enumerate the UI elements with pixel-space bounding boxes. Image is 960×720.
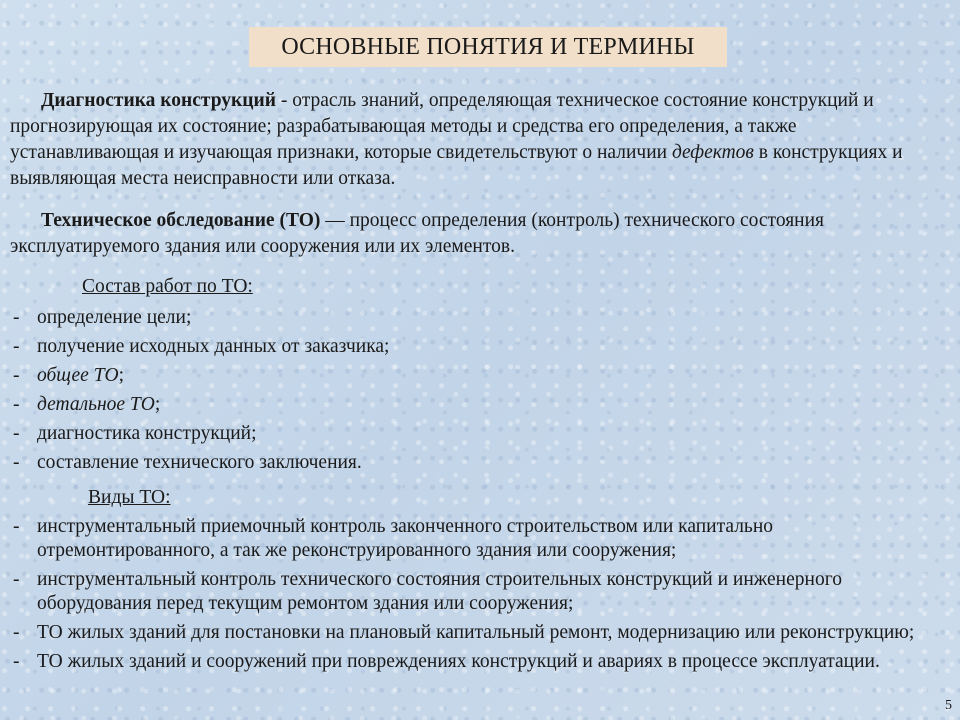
list-dash: - (13, 516, 20, 537)
list-item-text: определение цели; (37, 307, 192, 328)
definition-inspection (10, 208, 945, 260)
term-defects: дефектов (671, 142, 754, 163)
list-item-text: ТО жилых зданий и сооружений при повреждениях конструкций и авариях в процессе эксплуатации. (37, 651, 880, 672)
list-item-suffix: ; (118, 365, 125, 386)
list-item (13, 568, 948, 616)
list-item-suffix: ; (154, 394, 161, 415)
term-inspection: Техническое обследование (ТО) (41, 210, 321, 231)
list-dash: - (13, 622, 20, 643)
list-item (13, 303, 948, 332)
definition-diagnostics-text-a: - отрасль знаний, определяющая техническое состояние конструкций и прогнозирующая их состояние; разрабатывающая методы и средства его определения, а также устанавливающая и изучающая признаки, которые свидетельствуют о наличии (10, 90, 874, 163)
works-list (13, 303, 948, 477)
definition-inspection-text: — процесс определения (контроль) технического состояния эксплуатируемого здания или сооружения или их элементов. (10, 210, 825, 257)
slide-title-text: ОСНОВНЫЕ ПОНЯТИЯ И ТЕРМИНЫ (281, 33, 695, 60)
list-item (13, 515, 948, 563)
list-item (13, 390, 948, 419)
page-number: 5 (945, 698, 952, 713)
list-dash: - (13, 423, 20, 444)
list-item-text: общее ТО (37, 365, 119, 386)
list-item (13, 419, 948, 448)
term-diagnostics: Диагностика конструкций (41, 90, 276, 111)
list-item-text: детальное ТО (37, 394, 155, 415)
list-item-text: ТО жилых зданий для постановки на плановый капитальный ремонт, модернизацию или реконструкцию; (37, 622, 915, 643)
list-item (13, 621, 948, 645)
list-item-text: получение исходных данных от заказчика; (37, 336, 390, 357)
slide-title (249, 27, 727, 67)
list-dash: - (13, 651, 20, 672)
list-dash: - (13, 394, 20, 415)
list-dash: - (13, 336, 20, 357)
list-item-text: диагностика конструкций; (37, 423, 257, 444)
list-dash: - (13, 307, 20, 328)
list-dash: - (13, 365, 20, 386)
list-item (13, 361, 948, 390)
list-dash: - (13, 569, 20, 590)
types-list (13, 515, 948, 679)
list-item (13, 650, 948, 674)
definition-diagnostics-text-b: в конструкциях и выявляющая места неисправности или отказа. (10, 142, 903, 189)
types-heading: Виды ТО: (88, 487, 171, 508)
list-item (13, 448, 948, 477)
list-dash: - (13, 452, 20, 473)
list-item-text: инструментальный приемочный контроль законченного строительством или капитально отремонтированного, а так же реконструированного здания или сооружения; (37, 516, 774, 561)
list-item-text: инструментальный контроль технического состояния строительных конструкций и инженерного оборудования перед текущим ремонтом здания или сооружения; (37, 569, 842, 614)
definition-diagnostics (10, 88, 945, 192)
works-heading: Состав работ по ТО: (82, 276, 253, 297)
list-item-text: составление технического заключения. (37, 452, 362, 473)
list-item (13, 332, 948, 361)
